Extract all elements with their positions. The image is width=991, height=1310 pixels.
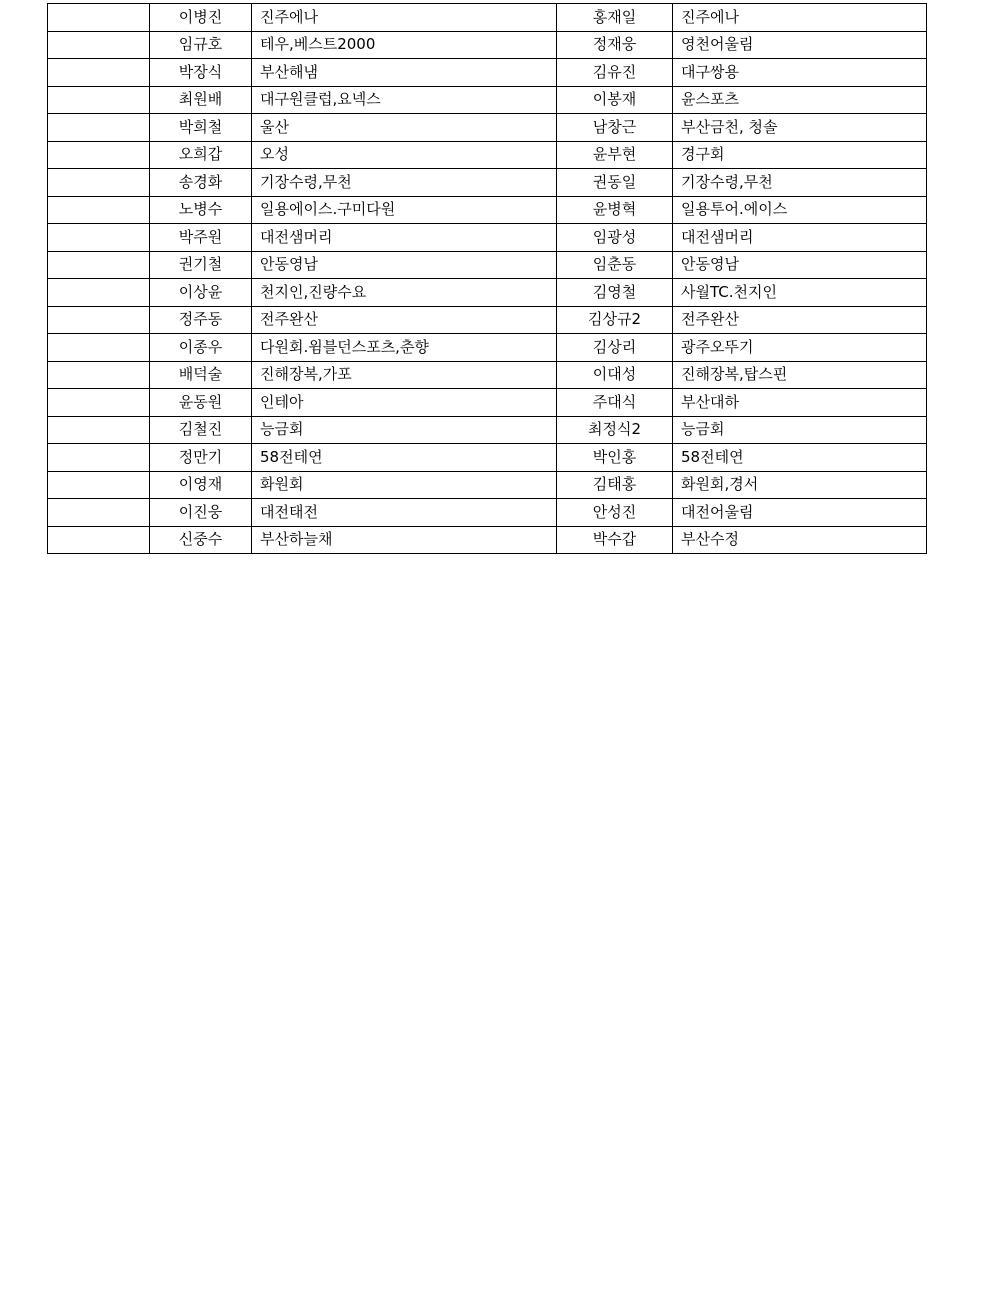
player-name-cell: 김철진 [150,416,252,444]
club-cell: 대전태전 [252,499,557,527]
empty-cell [48,279,150,307]
club-cell: 58전테연 [252,444,557,472]
partner-club-cell: 부산수정 [673,526,927,554]
empty-cell [48,306,150,334]
club-cell: 화원회 [252,471,557,499]
player-name-cell: 오희갑 [150,141,252,169]
empty-cell [48,31,150,59]
club-cell: 인테아 [252,389,557,417]
partner-club-cell: 부산대하 [673,389,927,417]
partner-name-cell: 임춘동 [557,251,673,279]
partner-name-cell: 김유진 [557,59,673,87]
empty-cell [48,59,150,87]
empty-cell [48,334,150,362]
player-name-cell: 권기철 [150,251,252,279]
club-cell: 오성 [252,141,557,169]
partner-name-cell: 윤병혁 [557,196,673,224]
partner-club-cell: 일용투어.에이스 [673,196,927,224]
empty-cell [48,141,150,169]
club-cell: 부산해냄 [252,59,557,87]
partner-name-cell: 김태홍 [557,471,673,499]
partner-club-cell: 부산금천, 청솔 [673,114,927,142]
player-name-cell: 박장식 [150,59,252,87]
club-cell: 전주완산 [252,306,557,334]
partner-club-cell: 대구쌍용 [673,59,927,87]
partner-name-cell: 김상리 [557,334,673,362]
table-row [48,361,927,389]
player-name-cell: 배덕술 [150,361,252,389]
empty-cell [48,169,150,197]
club-cell: 대구원클럽,요넥스 [252,86,557,114]
empty-cell [48,86,150,114]
club-cell: 울산 [252,114,557,142]
partner-name-cell: 최정식2 [557,416,673,444]
player-name-cell: 이영재 [150,471,252,499]
player-name-cell: 이진웅 [150,499,252,527]
table-row [48,114,927,142]
empty-cell [48,416,150,444]
partner-name-cell: 박인홍 [557,444,673,472]
club-cell: 진해장복,가포 [252,361,557,389]
player-name-cell: 정만기 [150,444,252,472]
player-name-cell: 이상윤 [150,279,252,307]
club-cell: 대전샘머리 [252,224,557,252]
club-cell: 다원회.윔블던스포츠,춘향 [252,334,557,362]
partner-name-cell: 김영철 [557,279,673,307]
club-cell: 안동영남 [252,251,557,279]
empty-cell [48,4,150,32]
empty-cell [48,224,150,252]
table-row [48,279,927,307]
player-name-cell: 이병진 [150,4,252,32]
partner-club-cell: 화원회,경서 [673,471,927,499]
player-name-cell: 윤동원 [150,389,252,417]
table-row [48,59,927,87]
player-name-cell: 박주원 [150,224,252,252]
table-row [48,224,927,252]
table-row [48,4,927,32]
empty-cell [48,361,150,389]
club-cell: 진주에나 [252,4,557,32]
table-row [48,499,927,527]
partner-name-cell: 정재웅 [557,31,673,59]
partner-club-cell: 전주완산 [673,306,927,334]
empty-cell [48,389,150,417]
club-cell: 천지인,진량수요 [252,279,557,307]
table-row [48,471,927,499]
roster-table [47,3,927,554]
partner-name-cell: 이대성 [557,361,673,389]
partner-club-cell: 58전테연 [673,444,927,472]
empty-cell [48,471,150,499]
partner-club-cell: 윤스포츠 [673,86,927,114]
table-row [48,196,927,224]
player-name-cell: 신중수 [150,526,252,554]
empty-cell [48,499,150,527]
empty-cell [48,444,150,472]
empty-cell [48,526,150,554]
partner-club-cell: 대전샘머리 [673,224,927,252]
roster-body [48,4,927,554]
club-cell: 일용에이스.구미다원 [252,196,557,224]
partner-club-cell: 사월TC.천지인 [673,279,927,307]
player-name-cell: 박희철 [150,114,252,142]
table-row [48,444,927,472]
partner-name-cell: 임광성 [557,224,673,252]
table-row [48,306,927,334]
player-name-cell: 노병수 [150,196,252,224]
player-name-cell: 임규호 [150,31,252,59]
partner-club-cell: 기장수령,무천 [673,169,927,197]
partner-club-cell: 경구회 [673,141,927,169]
player-name-cell: 이종우 [150,334,252,362]
table-row [48,169,927,197]
player-name-cell: 최원배 [150,86,252,114]
player-name-cell: 정주동 [150,306,252,334]
partner-club-cell: 능금회 [673,416,927,444]
partner-club-cell: 대전어울림 [673,499,927,527]
partner-club-cell: 영천어울림 [673,31,927,59]
table-row [48,334,927,362]
table-row [48,31,927,59]
club-cell: 부산하늘채 [252,526,557,554]
partner-name-cell: 김상규2 [557,306,673,334]
empty-cell [48,196,150,224]
partner-name-cell: 이봉재 [557,86,673,114]
partner-name-cell: 윤부현 [557,141,673,169]
partner-name-cell: 박수갑 [557,526,673,554]
player-name-cell: 송경화 [150,169,252,197]
partner-name-cell: 주대식 [557,389,673,417]
partner-name-cell: 권동일 [557,169,673,197]
table-row [48,251,927,279]
club-cell: 능금회 [252,416,557,444]
partner-club-cell: 안동영남 [673,251,927,279]
empty-cell [48,114,150,142]
partner-name-cell: 안성진 [557,499,673,527]
table-row [48,86,927,114]
table-row [48,416,927,444]
partner-club-cell: 광주오뚜기 [673,334,927,362]
club-cell: 기장수령,무천 [252,169,557,197]
table-row [48,389,927,417]
partner-name-cell: 홍재일 [557,4,673,32]
empty-cell [48,251,150,279]
partner-club-cell: 진주에나 [673,4,927,32]
table-row [48,526,927,554]
club-cell: 테우,베스트2000 [252,31,557,59]
partner-club-cell: 진해장복,탑스핀 [673,361,927,389]
table-row [48,141,927,169]
partner-name-cell: 남창근 [557,114,673,142]
